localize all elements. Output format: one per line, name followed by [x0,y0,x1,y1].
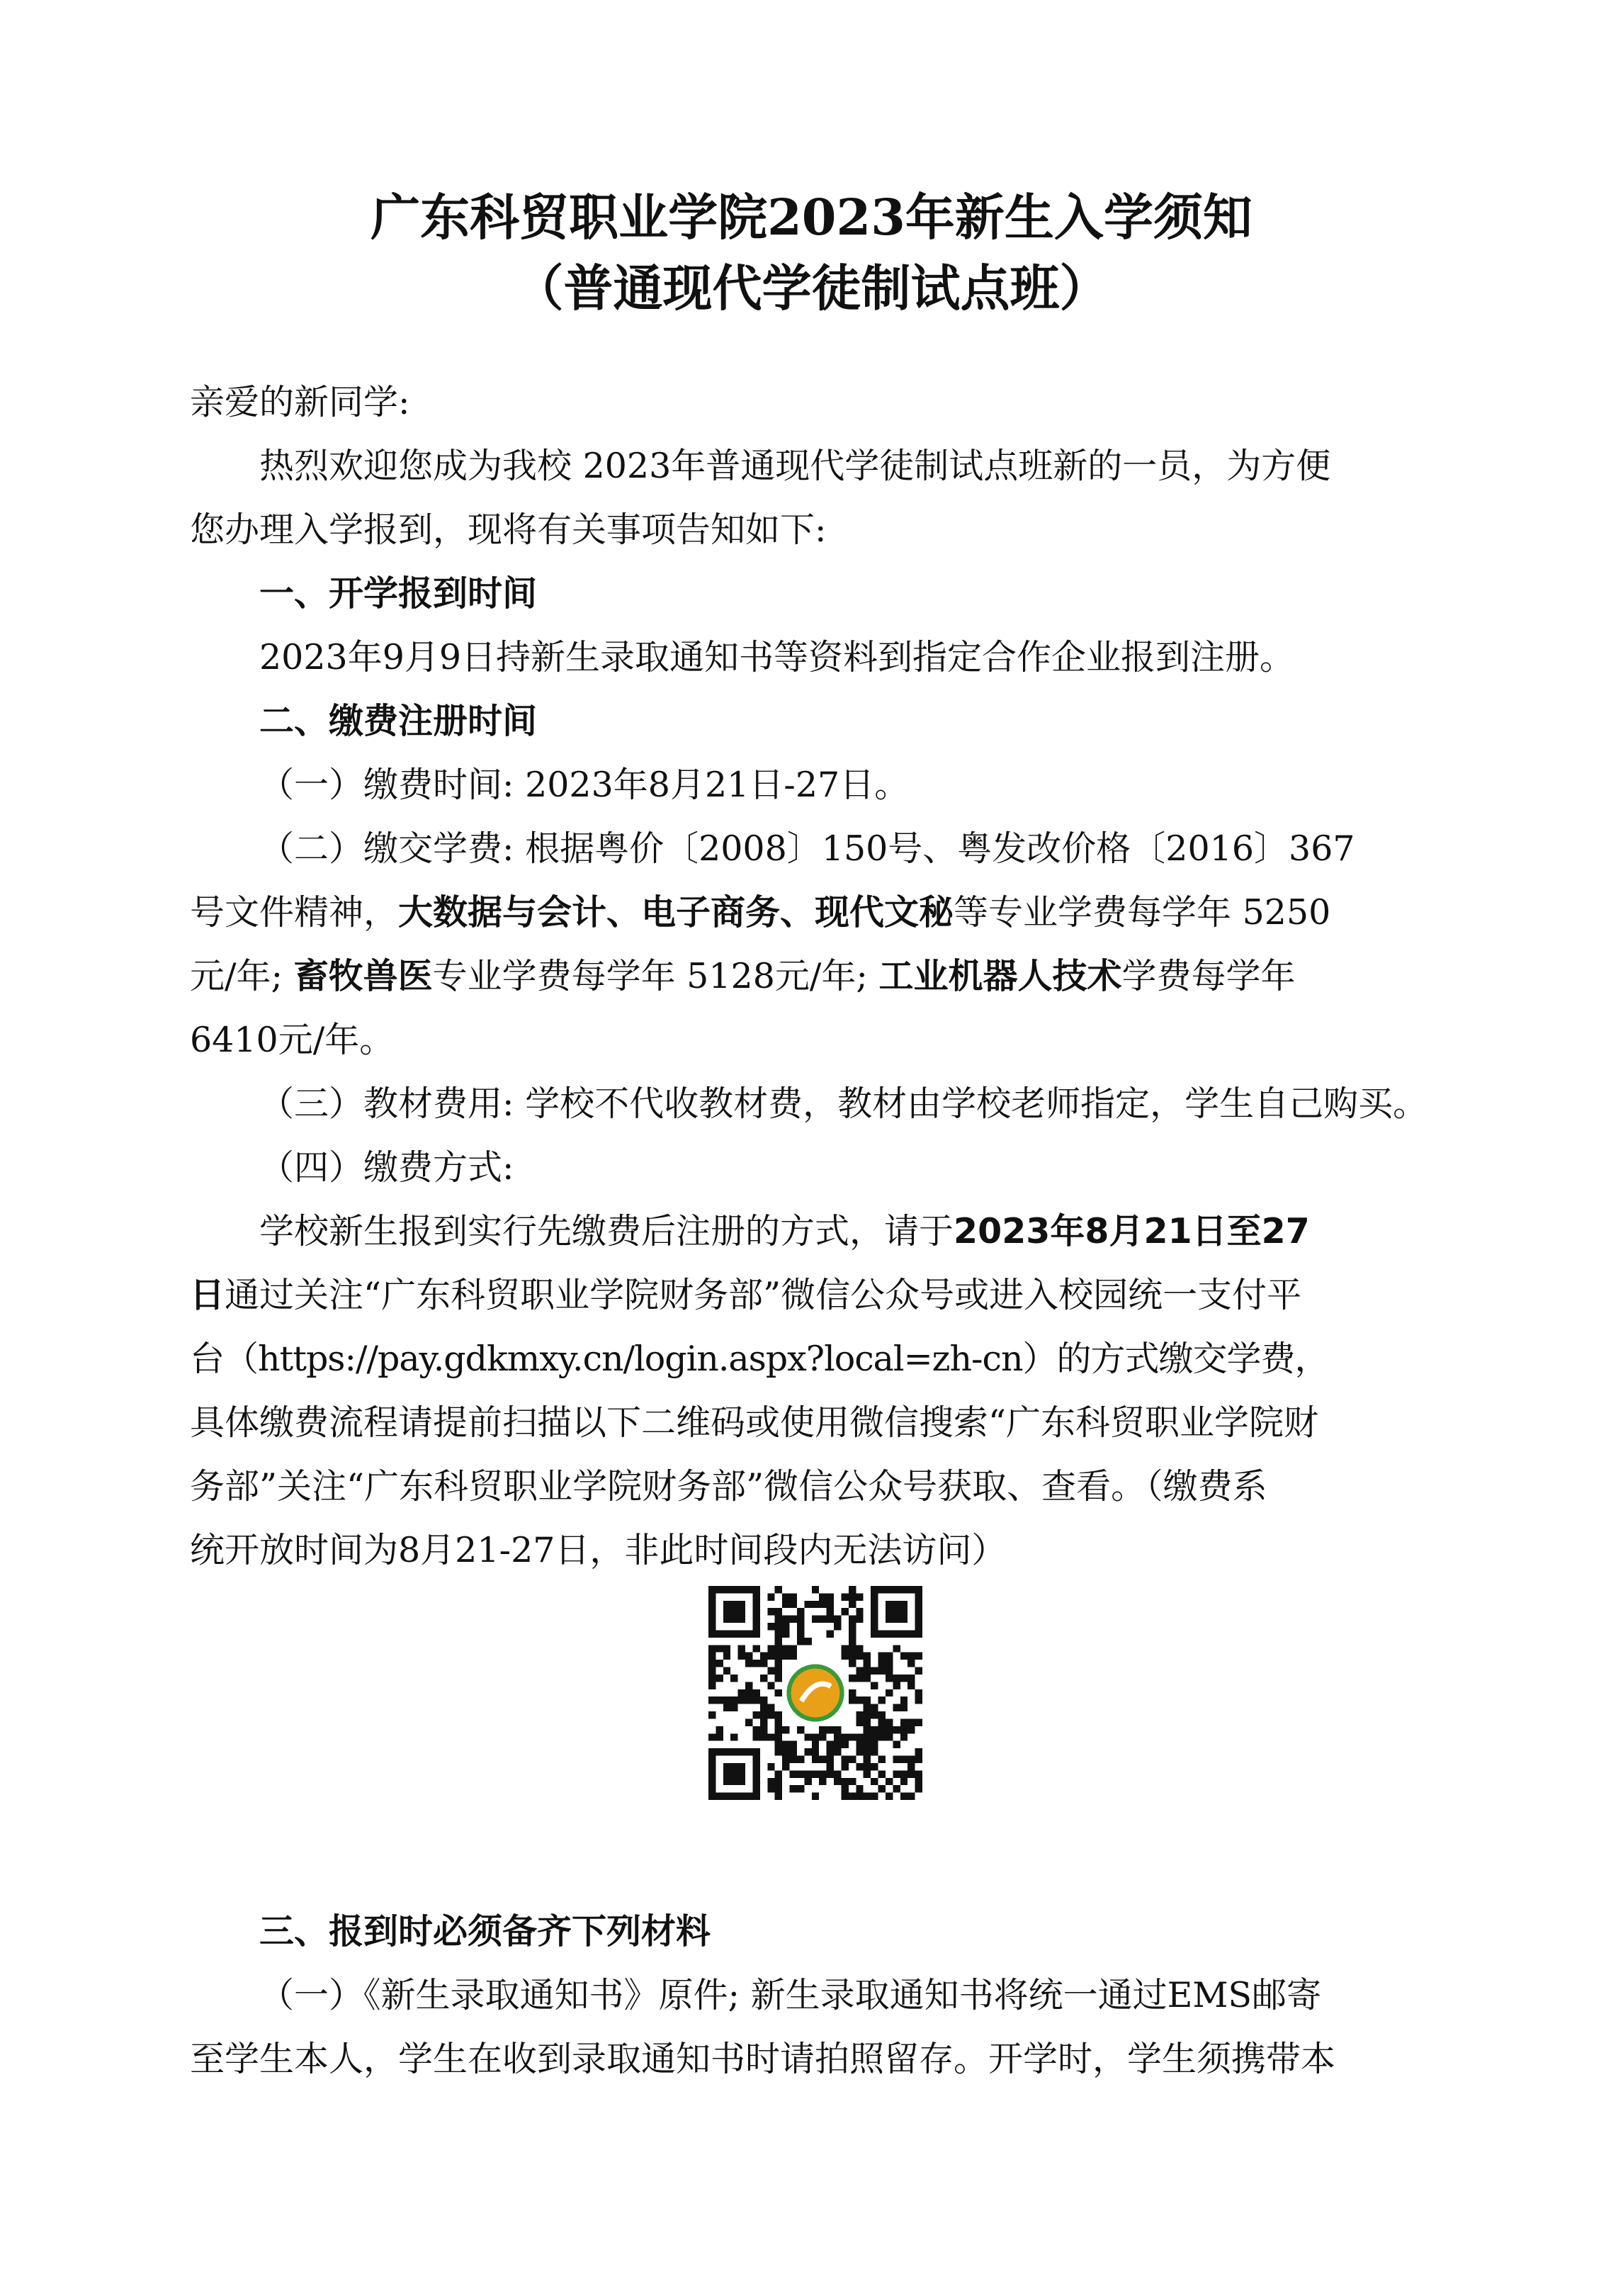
document-subtitle: （普通现代学徒制试点班） [514,259,1109,317]
payment-line-3: 台（https://pay.gdkmxy.cn/login.aspx?local=zh-cn）的方式缴交学费， [190,1339,1329,1379]
payment-date-bold: 2023年8月21日至27 [954,1211,1310,1251]
payment-text: 通过关注“广东科贸职业学院财务部”微信公众号或进入校园统一支付平 [225,1275,1302,1315]
tuition-text: 号文件精神， [190,892,399,933]
tuition-text: 专业学费每学年 5128元/年; [432,956,879,996]
intro-line-2: 您办理入学报到，现将有关事项告知如下: [190,510,827,550]
section-2-heading: 二、缴费注册时间 [259,701,538,741]
payment-line-2 [190,1270,1301,1321]
payment-line-4: 具体缴费流程请提前扫描以下二维码或使用微信搜索“广东科贸职业学院财 [190,1402,1319,1443]
qr-logo [789,1667,842,1720]
payment-text: 学校新生报到实行先缴费后注册的方式，请于 [259,1211,954,1251]
tuition-line-4: 6410元/年。 [190,1020,395,1060]
tuition-text: 等专业学费每学年 5250 [954,892,1331,933]
payment-date-bold: 日 [190,1275,225,1315]
tuition-line-1: （二）缴交学费: 根据粤价〔2008〕150号、粤发改价格〔2016〕367 [259,828,1355,869]
tuition-major-bold: 工业机器人技术 [878,956,1122,996]
materials-line-1: （一）《新生录取通知书》原件; 新生录取通知书将统一通过EMS邮寄 [259,1975,1322,2015]
tuition-majors-bold: 大数据与会计、电子商务、现代文秘 [398,892,954,933]
tuition-major-bold: 畜牧兽医 [293,956,433,996]
section-1-heading: 一、开学报到时间 [259,573,538,614]
payment-line-6: 统开放时间为8月21-27日，非此时间段内无法访问） [190,1530,1007,1570]
section-3-heading: 三、报到时必须备齐下列材料 [259,1911,711,1952]
tuition-line-2 [190,887,1330,938]
textbook-fee: （三）教材费用: 学校不代收教材费，教材由学校老师指定，学生自己购买。 [259,1084,1428,1124]
payment-method-heading: （四）缴费方式: [259,1147,514,1188]
section-1-text: 2023年9月9日持新生录取通知书等资料到指定合作企业报到注册。 [259,637,1295,677]
payment-line-1 [259,1206,1310,1257]
materials-line-2: 至学生本人，学生在收到录取通知书时请拍照留存。开学时，学生须携带本 [190,2039,1336,2079]
document-title: 广东科贸职业学院2023年新生入学须知 [371,188,1252,247]
tuition-text: 元/年; [190,956,294,996]
fee-time: （一）缴费时间: 2023年8月21日-27日。 [259,765,910,805]
intro-line-1: 热烈欢迎您成为我校 2023年普通现代学徒制试点班新的一员，为方便 [259,446,1331,486]
payment-line-5: 务部”关注“广东科贸职业学院财务部”微信公众号获取、查看。（缴费系 [190,1466,1267,1507]
greeting: 亲爱的新同学: [190,382,410,422]
qr-code-icon [708,1586,922,1800]
tuition-text: 学费每学年 [1121,956,1296,996]
tuition-line-3 [190,951,1296,1002]
